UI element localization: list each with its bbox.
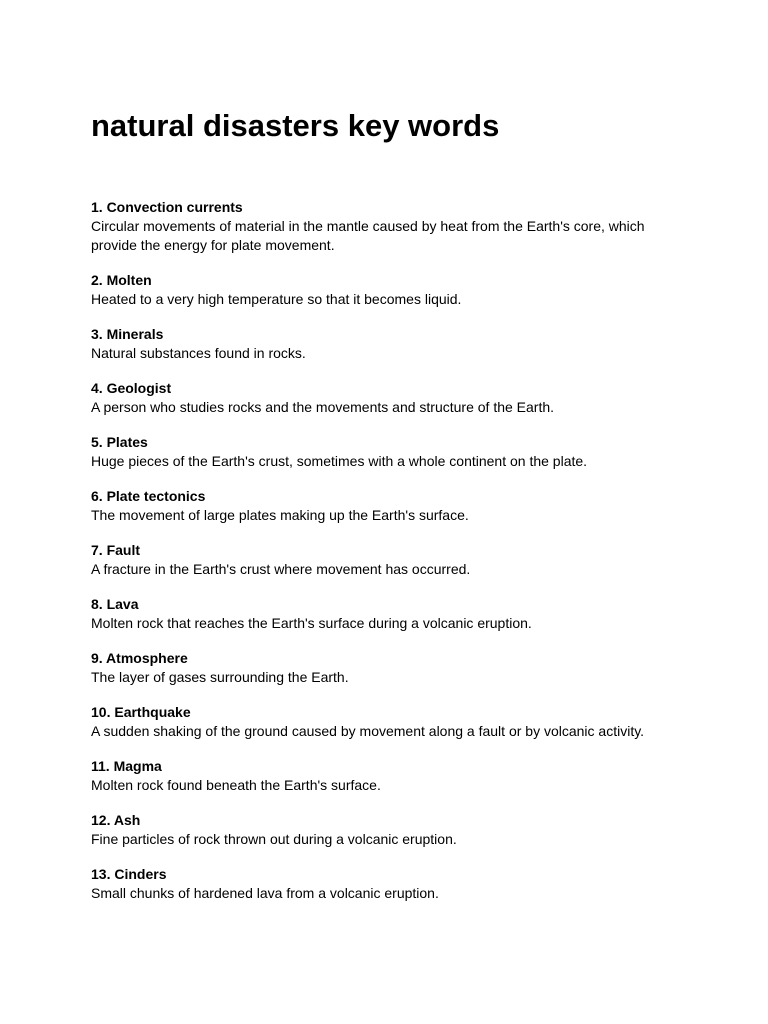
term-heading: 12. Ash [91, 812, 141, 828]
term-heading: 2. Molten [91, 272, 152, 288]
term-definition: A fracture in the Earth's crust where movement has occurred. [91, 561, 471, 577]
term-item [91, 433, 651, 471]
term-item [91, 198, 651, 255]
document-title: natural disasters key words [91, 108, 500, 143]
term-definition: The movement of large plates making up the Earth's surface. [91, 507, 469, 523]
term-heading: 6. Plate tectonics [91, 488, 206, 504]
term-heading: 5. Plates [91, 434, 148, 450]
term-definition: The layer of gases surrounding the Earth. [91, 669, 349, 685]
term-definition: A person who studies rocks and the movements and structure of the Earth. [91, 399, 555, 415]
term-heading: 4. Geologist [91, 380, 172, 396]
term-item [91, 271, 651, 309]
term-heading: 10. Earthquake [91, 704, 191, 720]
term-heading: 8. Lava [91, 596, 139, 612]
term-item [91, 595, 651, 633]
term-item [91, 379, 651, 417]
term-heading: 3. Minerals [91, 326, 164, 342]
term-item [91, 541, 651, 579]
key-words-list [91, 198, 651, 919]
term-item [91, 703, 651, 741]
term-item [91, 757, 651, 795]
term-item [91, 325, 651, 363]
term-definition: Molten rock that reaches the Earth's surface during a volcanic eruption. [91, 615, 532, 631]
term-definition: Small chunks of hardened lava from a volcanic eruption. [91, 885, 439, 901]
term-heading: 1. Convection currents [91, 199, 243, 215]
term-definition: Circular movements of material in the mantle caused by heat from the Earth's core, which provide the energy for plate movement. [91, 218, 645, 253]
term-definition: Fine particles of rock thrown out during a volcanic eruption. [91, 831, 457, 847]
term-heading: 13. Cinders [91, 866, 167, 882]
term-heading: 9. Atmosphere [91, 650, 188, 666]
term-definition: Huge pieces of the Earth's crust, sometimes with a whole continent on the plate. [91, 453, 588, 469]
term-item [91, 865, 651, 903]
term-item [91, 811, 651, 849]
term-item [91, 487, 651, 525]
term-definition: Heated to a very high temperature so that it becomes liquid. [91, 291, 462, 307]
term-item [91, 649, 651, 687]
term-definition: A sudden shaking of the ground caused by movement along a fault or by volcanic activity. [91, 723, 645, 739]
term-definition: Molten rock found beneath the Earth's surface. [91, 777, 381, 793]
term-heading: 7. Fault [91, 542, 141, 558]
term-definition: Natural substances found in rocks. [91, 345, 306, 361]
term-heading: 11. Magma [91, 758, 162, 774]
